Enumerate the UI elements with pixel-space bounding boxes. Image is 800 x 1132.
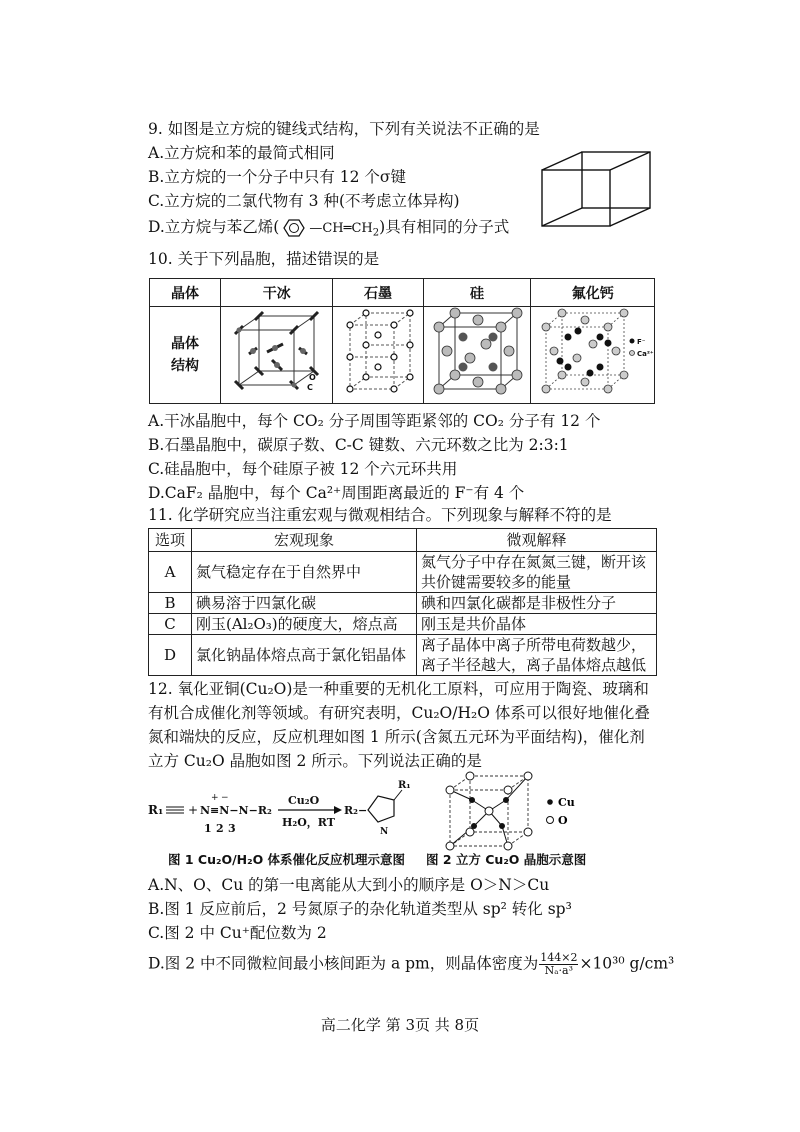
q10-option-d: D.CaF₂ 晶胞中，每个 Ca²⁺周围距离最近的 F⁻有 4 个	[148, 484, 525, 502]
dry-ice-structure-icon	[227, 308, 327, 398]
q12-option-d-suffix: ×10³⁰ g/cm³	[579, 954, 675, 973]
fig2-caption: 图 2 立方 Cu₂O 晶胞示意图	[426, 852, 587, 867]
scheme-ring-n: N	[380, 827, 389, 837]
header-micro: 微观解释	[417, 529, 657, 552]
row-micro: 碘和四氯化碳都是非极性分子	[417, 593, 657, 614]
scheme-number-1: 1	[204, 822, 212, 835]
header-silicon: 硅	[423, 279, 531, 307]
row-option: B	[149, 593, 192, 614]
row-macro: 刚玉(Al₂O₃)的硬度大，熔点高	[192, 614, 417, 635]
header-graphite: 石墨	[333, 279, 423, 307]
fig2-legend-o: O	[558, 814, 568, 827]
row-option: D	[149, 635, 192, 676]
cubane-structure-icon	[538, 148, 654, 230]
q11-title: 11. 化学研究应当注重宏观与微观相结合。下列现象与解释不符的是	[148, 506, 612, 524]
graphite-cell	[333, 307, 423, 404]
q10-option-a: A.干冰晶胞中，每个 CO₂ 分子周围等距紧邻的 CO₂ 分子有 12 个	[148, 412, 601, 430]
silicon-structure-icon	[429, 307, 525, 399]
q12-option-d-prefix: D.图 2 中不同微粒间最小核间距为 a pm，则晶体密度为	[148, 954, 539, 973]
scheme-plus: +	[188, 803, 199, 817]
row-micro: 离子晶体中离子所带电荷数越少，离子半径越大，离子晶体熔点越低	[417, 635, 657, 676]
svg-text:−: −	[221, 793, 229, 803]
q12-line3: 氮和端炔的反应，反应机理如图 1 所示(含氮五元环为平面结构)，催化剂	[148, 728, 645, 746]
fig2-legend-cu: Cu	[558, 796, 575, 809]
row-label-structure: 晶体结构	[150, 307, 221, 404]
caf2-legend-ca: Ca²⁺	[636, 350, 654, 358]
q10-option-c: C.硅晶胞中，每个硅原子被 12 个六元环共用	[148, 460, 458, 478]
header-caf2: 氟化钙	[531, 279, 655, 307]
scheme-azide: N≡N−N−R₂	[200, 804, 272, 817]
scheme-product-r1: R₁	[398, 780, 411, 791]
scheme-product-r2: R₂−	[344, 804, 368, 817]
svg-text:+: +	[211, 793, 219, 803]
table-row	[149, 614, 657, 635]
row-option: A	[149, 552, 192, 593]
density-numerator: 144×2	[540, 951, 578, 964]
q12-line4: 立方 Cu₂O 晶胞如图 2 所示。下列说法正确的是	[148, 752, 482, 770]
row-micro: 刚玉是共价晶体	[417, 614, 657, 635]
q9-styrene-group: $CH═CH_2$	[322, 221, 380, 239]
density-fraction	[539, 952, 578, 977]
row-macro: 氮气稳定存在于自然界中	[192, 552, 417, 593]
reaction-scheme-figure	[148, 776, 418, 848]
crystal-structure-table	[149, 278, 655, 404]
q9-option-d-prefix: D.立方烷与苯乙烯(	[148, 218, 280, 236]
caf2-legend-f: F⁻	[636, 338, 646, 346]
header-option: 选项	[149, 529, 192, 552]
q9-title: 9. 如图是立方烷的键线式结构，下列有关说法不正确的是	[148, 120, 540, 138]
q12-line1: 12. 氧化亚铜(Cu₂O)是一种重要的无机化工原料，可应用于陶瓷、玻璃和	[148, 680, 649, 698]
header-dry-ice: 干冰	[221, 279, 333, 307]
caf2-structure-icon	[538, 307, 654, 399]
q9-option-a: A.立方烷和苯的最简式相同	[148, 144, 335, 162]
q12-line2: 有机合成催化剂等领域。有研究表明，Cu₂O/H₂O 体系可以很好地催化叠	[148, 704, 650, 722]
q12-option-a: A.N、O、Cu 的第一电离能从大到小的顺序是 O＞N＞Cu	[148, 876, 550, 894]
table-row	[149, 593, 657, 614]
scheme-r1: R₁	[148, 803, 164, 817]
fig1-caption: 图 1 Cu₂O/H₂O 体系催化反应机理示意图	[168, 852, 406, 867]
header-macro: 宏观现象	[192, 529, 417, 552]
scheme-conditions: H₂O，RT	[282, 816, 335, 829]
cu2o-cell-figure	[434, 772, 584, 850]
caf2-cell	[531, 307, 655, 404]
scheme-number-3: 3	[228, 822, 236, 835]
q9-option-d-suffix: )具有相同的分子式	[379, 218, 510, 236]
row-micro: 氮气分子中存在氮氮三键，断开该共价键需要较多的能量	[417, 552, 657, 593]
q12-option-b: B.图 1 反应前后，2 号氮原子的杂化轨道类型从 sp² 转化 sp³	[148, 900, 572, 918]
q10-option-b: B.石墨晶胞中，碳原子数、C-C 键数、六元环数之比为 2:3:1	[148, 436, 569, 454]
row-macro: 碘易溶于四氯化碳	[192, 593, 417, 614]
header-crystal: 晶体	[150, 279, 221, 307]
row-macro: 氯化钠晶体熔点高于氯化铝晶体	[192, 635, 417, 676]
q9-option-b: B.立方烷的一个分子中只有 12 个σ键	[148, 168, 406, 186]
q9-option-d: D.立方烷与苯乙烯( $—CH═CH_2$)具有相同的分子式	[148, 218, 510, 239]
table-row	[149, 552, 657, 593]
dry-ice-cell	[221, 307, 333, 404]
page-footer: 高二化学 第 3页 共 8页	[320, 1016, 480, 1034]
table-row	[149, 635, 657, 676]
svg-text:O: O	[308, 373, 316, 382]
benzene-ring-icon	[279, 218, 309, 238]
silicon-cell	[423, 307, 531, 404]
row-option: C	[149, 614, 192, 635]
scheme-number-2: 2	[216, 822, 224, 835]
density-denominator: Nₐ·a³	[544, 964, 574, 977]
macro-micro-table	[148, 528, 657, 676]
q9-option-c: C.立方烷的二氯代物有 3 种(不考虑立体异构)	[148, 192, 460, 210]
q12-option-d	[148, 952, 674, 977]
graphite-structure-icon	[338, 307, 418, 399]
svg-text:C: C	[306, 383, 313, 392]
scheme-catalyst: Cu₂O	[288, 794, 320, 807]
q12-option-c: C.图 2 中 Cu⁺配位数为 2	[148, 924, 327, 942]
q10-title: 10. 关于下列晶胞，描述错误的是	[148, 250, 380, 268]
